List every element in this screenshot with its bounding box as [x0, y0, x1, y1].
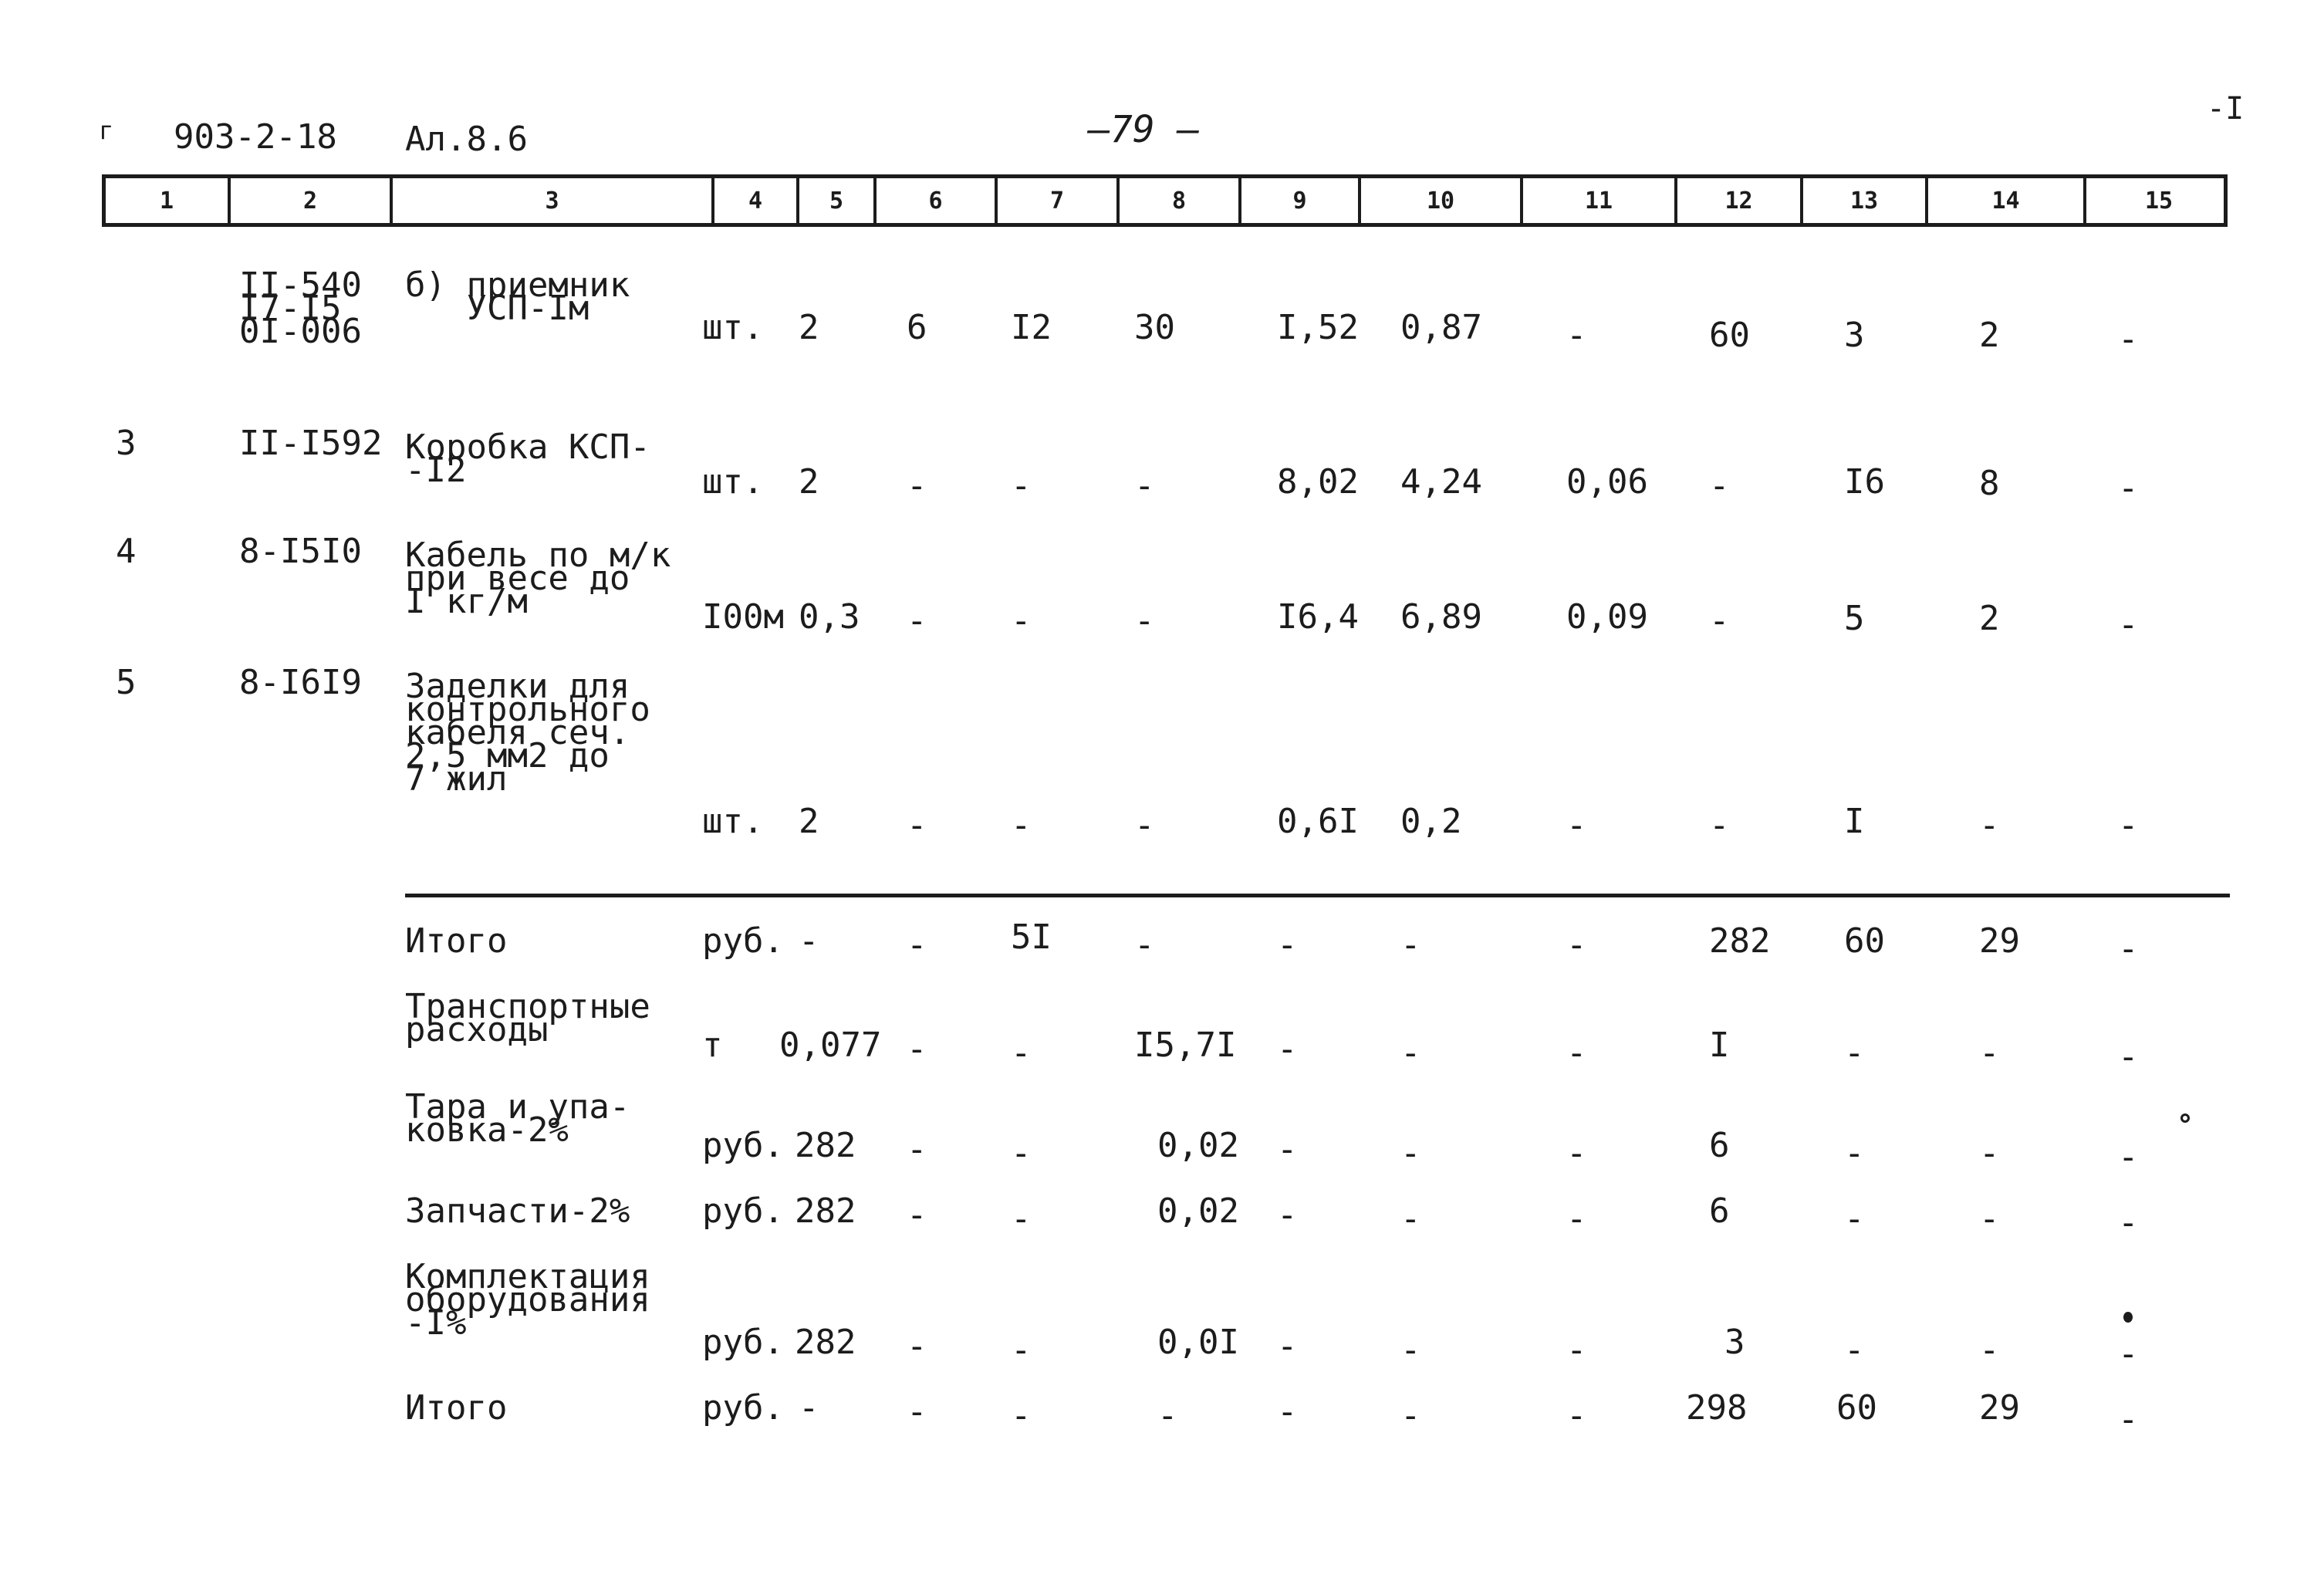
row-qty: 2 [799, 802, 819, 841]
row-value: - [1011, 466, 1032, 505]
summary-value: - [907, 1029, 927, 1069]
summary-unit: руб. [702, 1388, 784, 1428]
summary-value: - [1844, 1033, 1865, 1073]
summary-value: - [907, 925, 927, 965]
summary-value: - [2118, 1037, 2139, 1076]
row-code: II-540 I7-I5 0I-006 [239, 265, 362, 351]
summary-value: - [2118, 1203, 2139, 1242]
summary-value: - [1400, 1033, 1421, 1073]
column-header: 14 [1925, 178, 2083, 223]
summary-value: - [1011, 1033, 1032, 1073]
column-header: 1 [159, 187, 174, 215]
summary-name: Итого [405, 921, 508, 961]
summary-value: - [2118, 929, 2139, 968]
summary-value: - [1157, 1396, 1178, 1435]
row-value: - [1709, 806, 1730, 845]
summary-value: - [1844, 1330, 1865, 1370]
summary-value: 0,02 [1157, 1126, 1239, 1165]
scan-speck [2180, 1113, 2190, 1123]
row-code: 8-I5I0 [239, 532, 362, 571]
summary-value: I [1709, 1026, 1730, 1065]
row-value: I6 [1844, 462, 1885, 502]
row-qty: 2 [799, 308, 819, 347]
row-value: I2 [1011, 308, 1052, 347]
summary-value: - [907, 1326, 927, 1366]
column-header: 11 [1520, 178, 1674, 223]
summary-qty: - [799, 921, 819, 961]
row-value: - [2118, 605, 2139, 644]
page-number: —79 — [1088, 108, 1200, 151]
row-value: - [2118, 319, 2139, 359]
row-value: 8 [1979, 464, 2000, 503]
column-header: 7 [995, 178, 1116, 223]
row-value: 6 [907, 308, 927, 347]
row-code: II-I592 [239, 424, 383, 463]
summary-value: - [1400, 1134, 1421, 1173]
summary-value: - [1011, 1396, 1032, 1435]
row-name: Коробка КСП- -I2 [405, 427, 650, 490]
column-header: 3 [390, 178, 711, 223]
column-header: 4 [711, 178, 796, 223]
row-value: 8,02 [1277, 462, 1359, 502]
summary-value: - [1566, 1134, 1587, 1173]
row-value: 2 [1979, 599, 2000, 638]
summary-value: 60 [1844, 921, 1885, 961]
summary-value: - [1566, 1199, 1587, 1238]
row-value: 0,06 [1566, 462, 1648, 502]
summary-value: - [1011, 1199, 1032, 1238]
row-number: 4 [116, 532, 137, 571]
document-code: 903-2-18 [174, 117, 337, 157]
summary-value: - [1134, 925, 1155, 965]
summary-value: 0,02 [1157, 1191, 1239, 1231]
row-value: - [1566, 316, 1587, 355]
column-header: 5 [796, 178, 873, 223]
row-value: - [1566, 806, 1587, 845]
summary-qty: 282 [795, 1191, 856, 1231]
summary-value: - [1566, 925, 1587, 965]
row-value: I [1844, 802, 1865, 841]
summary-value: - [1277, 1029, 1298, 1069]
row-value: - [2118, 806, 2139, 845]
corner-mark-left: г [99, 116, 114, 145]
column-header: 13 [1800, 178, 1925, 223]
summary-value: 60 [1836, 1388, 1877, 1428]
row-value: 0,87 [1400, 308, 1482, 347]
row-value: 60 [1709, 316, 1750, 355]
summary-value: 298 [1686, 1388, 1748, 1428]
row-value: - [1011, 806, 1032, 845]
summary-value: 29 [1979, 921, 2020, 961]
column-header: 12 [1674, 178, 1800, 223]
summary-value: - [2118, 1137, 2139, 1177]
summary-qty: 282 [795, 1126, 856, 1165]
row-value: 30 [1134, 308, 1175, 347]
column-header: 8 [1116, 178, 1238, 223]
row-value: 5 [1844, 599, 1865, 638]
row-value: I,52 [1277, 308, 1359, 347]
row-value: - [1979, 806, 2000, 845]
summary-name: Тара и упа- ковка-2% [405, 1087, 630, 1150]
summary-value: 3 [1724, 1323, 1745, 1362]
summary-value: - [1979, 1199, 2000, 1238]
corner-mark-right: -I [2207, 91, 2245, 127]
summary-value: I5,7I [1134, 1026, 1237, 1065]
summary-value: 0,0I [1157, 1323, 1239, 1362]
row-value: 4,24 [1400, 462, 1482, 502]
summary-qty: 282 [795, 1323, 856, 1362]
row-unit: I00м [702, 597, 784, 637]
summary-unit: т [702, 1026, 723, 1065]
scan-speck [2123, 1312, 2133, 1323]
summary-qty: - [799, 1388, 819, 1428]
summary-unit: руб. [702, 1191, 784, 1231]
summary-unit: руб. [702, 1126, 784, 1165]
row-value: - [907, 806, 927, 845]
row-value: 0,6I [1277, 802, 1359, 841]
row-value: - [2118, 468, 2139, 508]
summary-value: 6 [1709, 1191, 1730, 1231]
summary-name: Итого [405, 1388, 508, 1428]
summary-value: - [1844, 1199, 1865, 1238]
summary-value: - [1979, 1134, 2000, 1173]
row-qty: 2 [799, 462, 819, 502]
summary-value: - [1277, 1130, 1298, 1169]
summary-value: - [1011, 1134, 1032, 1173]
summary-value: - [1566, 1033, 1587, 1073]
summary-name: Комплектация оборудования -I% [405, 1257, 650, 1343]
column-header: 15 [2083, 178, 2231, 223]
row-unit: шт. [702, 308, 764, 347]
summary-value: - [1979, 1330, 2000, 1370]
row-value: - [1134, 601, 1155, 640]
sheet-label: Ал.8.6 [405, 120, 528, 159]
row-value: - [1709, 466, 1730, 505]
row-value: 2 [1979, 316, 2000, 355]
summary-value: - [2118, 1400, 2139, 1439]
summary-value: - [1277, 1326, 1298, 1366]
row-value: 6,89 [1400, 597, 1482, 637]
column-header: 9 [1238, 178, 1358, 223]
summary-name: Транспортные расходы [405, 987, 650, 1049]
totals-divider [405, 894, 2230, 897]
summary-value: - [1979, 1033, 2000, 1073]
row-name: Кабель по м/к при весе до I кг/м [405, 536, 671, 621]
row-name: Заделки для контрольного кабеля сеч. 2,5 мм2 до 7 жил [405, 667, 650, 799]
row-value: - [1134, 466, 1155, 505]
summary-value: - [1277, 1195, 1298, 1235]
summary-name: Запчасти-2% [405, 1191, 630, 1231]
summary-value: - [1844, 1134, 1865, 1173]
column-number-header [102, 174, 2228, 227]
row-value: 0,09 [1566, 597, 1648, 637]
summary-value: - [1277, 925, 1298, 965]
summary-unit: руб. [702, 1323, 784, 1362]
summary-value: - [1400, 1199, 1421, 1238]
summary-value: - [1400, 1330, 1421, 1370]
row-value: - [907, 601, 927, 640]
summary-value: - [1566, 1396, 1587, 1435]
summary-qty: 0,077 [779, 1026, 882, 1065]
summary-value: - [1400, 925, 1421, 965]
summary-value: - [1277, 1392, 1298, 1431]
summary-value: - [907, 1392, 927, 1431]
summary-value: 5I [1011, 917, 1052, 957]
summary-value: - [907, 1195, 927, 1235]
column-header: 2 [228, 178, 390, 223]
row-value: - [907, 466, 927, 505]
summary-value: 6 [1709, 1126, 1730, 1165]
row-value: - [1134, 806, 1155, 845]
summary-value: - [1400, 1396, 1421, 1435]
row-value: - [1709, 601, 1730, 640]
summary-unit: руб. [702, 921, 784, 961]
summary-value: - [2118, 1334, 2139, 1374]
row-number: 5 [116, 663, 137, 702]
summary-value: - [1011, 1330, 1032, 1370]
summary-value: - [907, 1130, 927, 1169]
row-unit: шт. [702, 802, 764, 841]
row-name: б) приемник УСП-Iм [405, 265, 630, 328]
row-unit: шт. [702, 462, 764, 502]
summary-value: - [1566, 1330, 1587, 1370]
summary-value: 29 [1979, 1388, 2020, 1428]
row-qty: 0,3 [799, 597, 860, 637]
row-value: - [1011, 601, 1032, 640]
row-value: 0,2 [1400, 802, 1462, 841]
row-value: I6,4 [1277, 597, 1359, 637]
column-header: 6 [873, 178, 995, 223]
column-header: 10 [1358, 178, 1520, 223]
row-value: 3 [1844, 316, 1865, 355]
summary-value: 282 [1709, 921, 1771, 961]
row-code: 8-I6I9 [239, 663, 362, 702]
row-number: 3 [116, 424, 137, 463]
